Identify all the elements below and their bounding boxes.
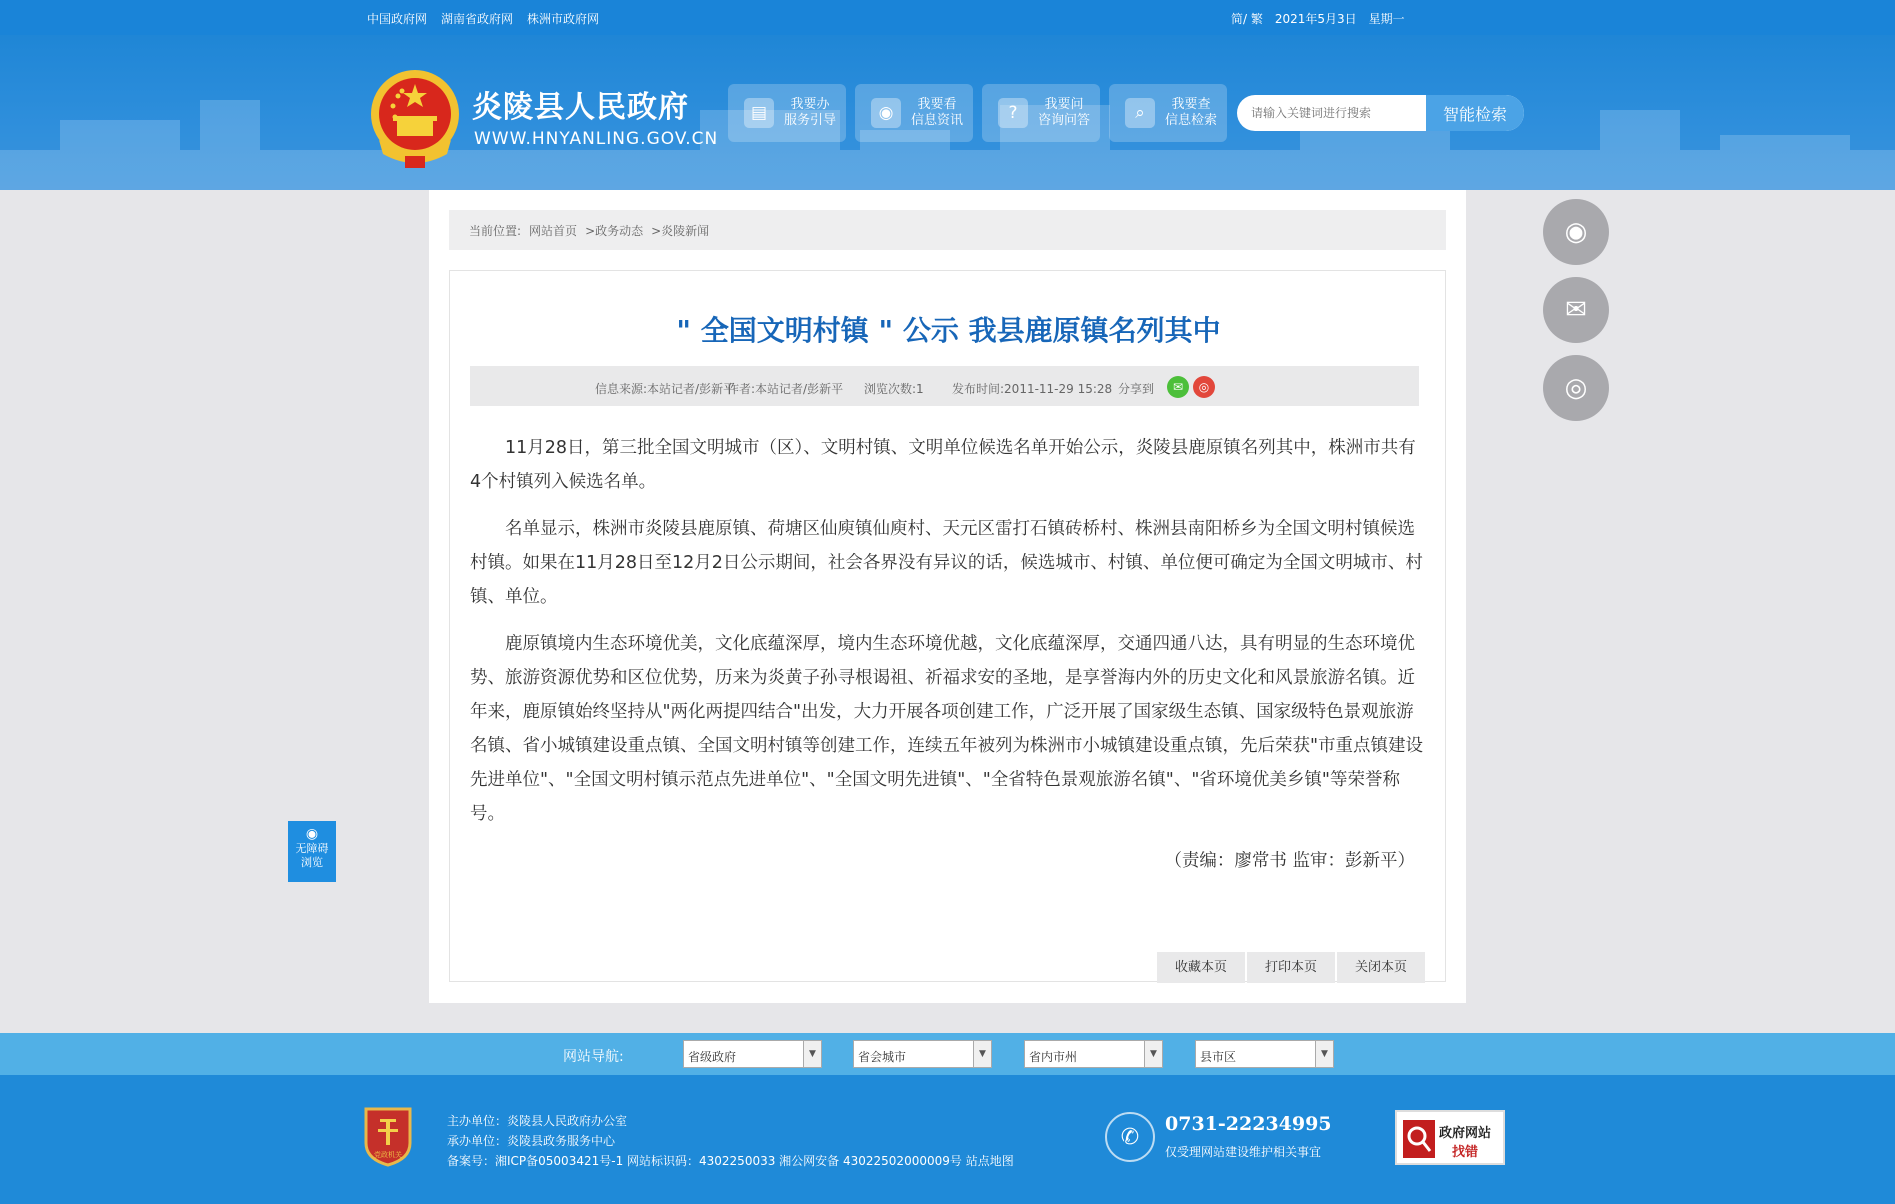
search-icon: ⌕ — [1125, 98, 1155, 128]
province-gov-select[interactable] — [683, 1040, 822, 1068]
chevron-down-icon: ▼ — [1144, 1041, 1162, 1067]
current-date: 2021年5月3日 — [1274, 12, 1357, 26]
site-footer — [0, 1075, 1895, 1204]
footer-record: 备案号：湘ICP备05003421号-1 网站标识码：4302250033 湘公网安备 43022502000009号 站点地图 — [447, 1154, 1014, 1168]
phone-note: 仅受理网站建设维护相关事宜 — [1165, 1145, 1322, 1159]
article-paragraph: 11月28日，第三批全国文明城市（区）、文明村镇、文明单位候选名单开始公示，炎陵县鹿原镇名列其中，株洲市共有4个村镇列入候选名单。 — [470, 438, 1416, 492]
party-gov-shield-icon[interactable] — [362, 1105, 414, 1167]
article-paragraph: 鹿原镇境内生态环境优美，文化底蕴深厚，境内生态环境优越，文化底蕴深厚，交通四通八达，具有明显的生态环境优势、旅游资源优势和区位优势，历来为炎黄子孙寻根谒祖、祈福求安的圣地，是享誉海内外的历史文化和风景旅游名镇。近年来，鹿原镇始终坚持从"两化两提四结合"出发，大力开展各项创建工作，广泛开展了国家级生态镇、国家级特色景观旅游名镇、省小城镇建设重点镇、全国文明村镇等创建工作，连续五年被列为株洲市小城镇建设重点镇，先后荣获"市重点镇建设先进单位"、"全国文明村镇示范点先进单位"、"全国文明先进镇"、"全省特色景观旅游名镇"、"省环境优美乡镇"等荣誉称号。 — [470, 634, 1424, 824]
print-page-button[interactable]: 打印本页 — [1247, 952, 1335, 983]
lang-switch[interactable]: 简/ 繁 — [1231, 12, 1263, 26]
site-nav-label: 网站导航: — [563, 1049, 624, 1065]
meta-views: 浏览次数:1 — [864, 382, 924, 396]
wechat-share-icon[interactable]: ✉ — [1167, 376, 1189, 398]
bookmark-page-button[interactable]: 收藏本页 — [1157, 952, 1245, 983]
breadcrumb-news[interactable]: >炎陵新闻 — [651, 224, 710, 238]
float-eye-button[interactable] — [1543, 199, 1609, 265]
chevron-down-icon: ▼ — [1315, 1041, 1333, 1067]
share-label: 分享到 — [1118, 382, 1155, 396]
weibo-icon: ◎ — [1564, 373, 1588, 403]
info-search-line2: 信息检索 — [1165, 113, 1218, 128]
phone-icon: ✆ — [1105, 1112, 1155, 1162]
report-error-line1: 政府网站 — [1439, 1126, 1492, 1141]
breadcrumb-label: 当前位置: — [469, 224, 522, 238]
province-city-select[interactable] — [1024, 1040, 1163, 1068]
meta-author: 作者:本站记者/彭新平 — [727, 382, 844, 396]
meta-published: 发布时间:2011-11-29 15:28 — [952, 382, 1113, 396]
select-value: 省会城市 — [858, 1050, 907, 1064]
weibo-share-icon[interactable]: ◎ — [1193, 376, 1215, 398]
accessibility-line2: 浏览 — [301, 856, 323, 869]
top-bar — [0, 0, 1895, 35]
service-guide-line1: 我要办 — [790, 97, 830, 112]
contact-phone: 0731-22234995 — [1165, 1113, 1332, 1135]
search-box — [1237, 95, 1524, 131]
top-links — [367, 10, 599, 27]
current-weekday: 星期一 — [1368, 12, 1405, 26]
link-gov-zhuzhou[interactable]: 株洲市政府网 — [527, 12, 600, 26]
capital-city-select[interactable] — [853, 1040, 992, 1068]
float-wechat-button[interactable] — [1543, 277, 1609, 343]
site-title[interactable]: 炎陵县人民政府 — [472, 90, 689, 125]
smart-search-button[interactable]: 智能检索 — [1426, 95, 1524, 131]
document-icon: ▤ — [744, 98, 774, 128]
main-content — [429, 190, 1466, 1003]
info-search-line1: 我要查 — [1171, 97, 1211, 112]
consult-qa-line1: 我要问 — [1044, 97, 1084, 112]
meta-source: 信息来源:本站记者/彭新平 — [595, 382, 736, 396]
breadcrumb — [449, 210, 1446, 250]
search-input[interactable] — [1251, 95, 1431, 131]
info-news-button[interactable] — [855, 84, 973, 142]
close-page-button[interactable]: 关闭本页 — [1337, 952, 1425, 983]
magnifier-icon — [1403, 1120, 1435, 1158]
county-select[interactable] — [1195, 1040, 1334, 1068]
footer-site-nav — [0, 1033, 1895, 1075]
float-weibo-button[interactable] — [1543, 355, 1609, 421]
eye-icon: ◉ — [1564, 217, 1588, 247]
article-actions — [1157, 952, 1425, 983]
consult-qa-button[interactable] — [982, 84, 1100, 142]
accessibility-button[interactable] — [288, 821, 336, 882]
report-error-line2: 找错 — [1452, 1145, 1479, 1160]
link-gov-hunan[interactable]: 湖南省政府网 — [441, 12, 514, 26]
question-icon: ? — [998, 98, 1028, 128]
link-gov-china[interactable]: 中国政府网 — [367, 12, 428, 26]
report-error-button[interactable] — [1395, 1110, 1505, 1165]
info-search-button[interactable] — [1109, 84, 1227, 142]
eye-icon: ◉ — [305, 826, 319, 842]
article-body — [470, 431, 1425, 891]
footer-organizer: 承办单位：炎陵县政务服务中心 — [447, 1134, 616, 1148]
site-url: WWW.HNYANLING.GOV.CN — [474, 129, 719, 149]
chevron-down-icon: ▼ — [803, 1041, 821, 1067]
footer-host: 主办单位：炎陵县人民政府办公室 — [447, 1114, 628, 1128]
info-news-line1: 我要看 — [917, 97, 957, 112]
breadcrumb-politics[interactable]: >政务动态 — [585, 224, 644, 238]
eye-icon: ◉ — [871, 98, 901, 128]
accessibility-line1: 无障碍 — [295, 842, 329, 855]
select-value: 省级政府 — [688, 1050, 737, 1064]
wechat-icon: ✉ — [1565, 295, 1587, 325]
article — [449, 270, 1446, 982]
article-meta — [470, 366, 1419, 406]
info-news-line2: 信息资讯 — [911, 113, 964, 128]
service-guide-button[interactable] — [728, 84, 846, 142]
article-paragraph: 名单显示，株洲市炎陵县鹿原镇、荷塘区仙庾镇仙庾村、天元区雷打石镇砖桥村、株洲县南阳桥乡为全国文明村镇候选村镇。如果在11月28日至12月2日公示期间，社会各界没有异议的话，候选城市、村镇、单位便可确定为全国文明城市、村镇、单位。 — [470, 519, 1423, 607]
article-title: " 全国文明村镇 " 公示 我县鹿原镇名列其中 — [676, 314, 1221, 347]
shield-text: 党政机关 — [374, 1151, 402, 1159]
breadcrumb-home[interactable]: 网站首页 — [529, 224, 578, 238]
top-right — [1231, 10, 1405, 27]
article-editor: （责编：廖常书 监审：彭新平） — [1164, 851, 1415, 871]
service-guide-line2: 服务引导 — [784, 113, 837, 128]
footer-info — [447, 1111, 1014, 1171]
site-header — [0, 35, 1895, 190]
consult-qa-line2: 咨询问答 — [1038, 113, 1091, 128]
chevron-down-icon: ▼ — [973, 1041, 991, 1067]
select-value: 省内市州 — [1029, 1050, 1078, 1064]
select-value: 县市区 — [1200, 1050, 1237, 1064]
national-emblem-icon — [367, 68, 463, 170]
